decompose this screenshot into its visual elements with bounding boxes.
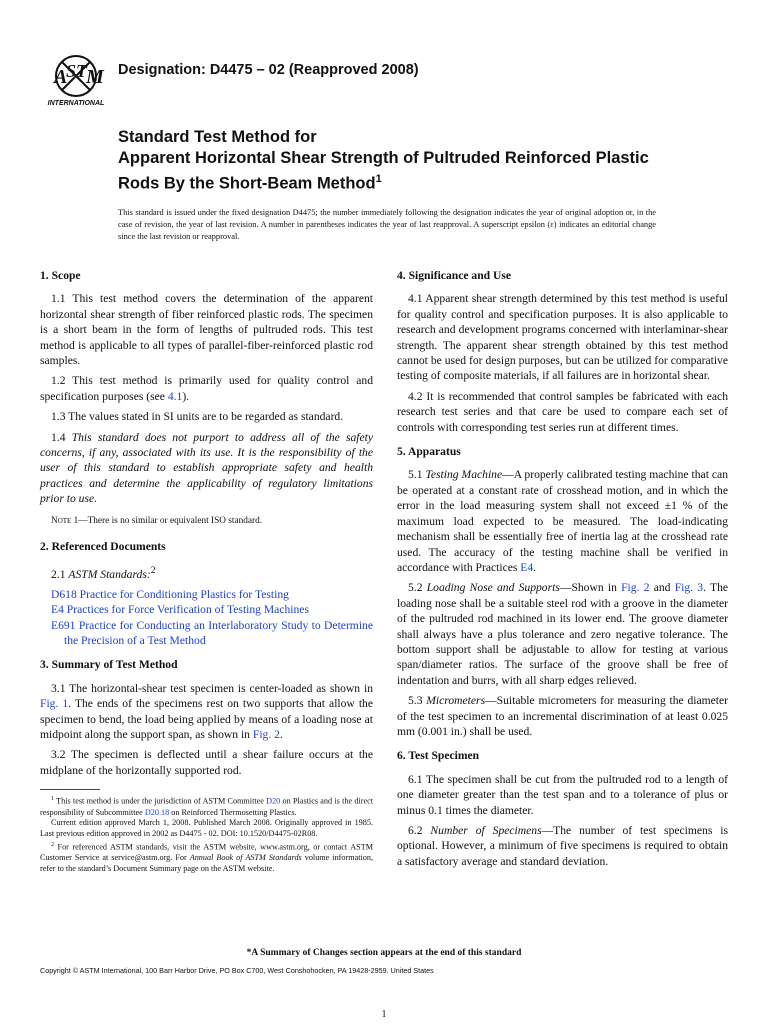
ref-4-1-link[interactable]: 4.1 bbox=[167, 389, 183, 403]
ref-item-d618[interactable]: D618 Practice for Conditioning Plastics for Testing bbox=[51, 587, 289, 601]
copyright: Copyright © ASTM International, 100 Barr Harbor Drive, PO Box C700, West Conshohocken, PA 19428-2959. United States bbox=[40, 966, 434, 975]
left-column bbox=[40, 268, 373, 783]
ref-item-e691[interactable]: E691 Practice for Conducting an Interlaboratory Study to Determine the Precision of a Test Method bbox=[51, 618, 373, 647]
para-2-1: 2.1 ASTM Standards:$^2$ bbox=[51, 564, 156, 581]
fig-2-link[interactable]: Fig. 2 bbox=[252, 728, 280, 742]
section-4-heading: 4. Significance and Use bbox=[397, 269, 512, 282]
svg-text:A: A bbox=[54, 66, 68, 88]
logo-subtext: INTERNATIONAL bbox=[47, 100, 105, 107]
d20-18-link[interactable]: D20.18 bbox=[144, 807, 170, 817]
para-6-1: 6.1 The specimen shall be cut from the pultruded rod to a length of one diameter greater than the test span and to a tolerance of plus or minus 0.1 times the diameter. bbox=[397, 772, 728, 817]
page-number: 1 bbox=[381, 1009, 387, 1020]
para-4-1: 4.1 Apparent shear strength determined by this test method is useful for quality control and specification purposes. It is also applicable to research and development programs concerned with interlaminar-shear strength. The apparent shear strength obtained by this test method cannot be used for design purposes, but can be utilized for comparative testing of composite materials, if all failures are in horizontal shear. bbox=[397, 292, 728, 383]
designation: Designation: D4475 – 02 (Reapproved 2008) bbox=[118, 62, 419, 78]
footnote-divider bbox=[40, 789, 100, 790]
section-6-heading: 6. Test Specimen bbox=[397, 749, 480, 763]
para-1-3: 1.3 The values stated in SI units are to be regarded as standard. bbox=[51, 410, 344, 424]
footnote-1: $^1$ This test method is under the jurisdiction of ASTM Committee D20 on Plastics and is the direct responsibility of Subcommittee D20.18 on Reinforced Thermosetting Plastics. bbox=[40, 796, 373, 817]
para-5-2: 5.2 Loading Nose and Supports—Shown in Fig. 2 and Fig. 3. The loading nose shall be a suitable steel rod with a groove in the diameter of the pultruded rod machined in its lower end. The groove diameter shall always have a plus tolerance and zero negative tolerance. The bottom support shall be adjustable to allow for testing at various span/diameter ratios. The surface of the groove shall be free of indentation and burrs, with all sharp edges relieved. bbox=[397, 581, 729, 687]
para-5-3: 5.3 Micrometers—Suitable micrometers for measuring the diameter of the test specimen to an incremental discrimination of at least 0.025 mm (0.001 in.) shall be used. bbox=[397, 694, 729, 738]
title-footnote-mark: 1 bbox=[375, 173, 382, 185]
note-1: Note 1—There is no similar or equivalent ISO standard. bbox=[51, 515, 263, 526]
para-1-4: 1.4 This standard does not purport to address all of the safety concerns, if any, associated with its use. It is the responsibility of the user of this standard to establish appropriate safety and health practices and determine the applicability of regulatory limitations prior to use. bbox=[40, 430, 373, 506]
svg-text:M: M bbox=[86, 66, 104, 88]
para-3-2: 3.2 The specimen is deflected until a shear failure occurs at the midplane of the horizontally supported rod. bbox=[40, 748, 373, 777]
svg-text:T: T bbox=[76, 61, 87, 81]
title-line1: Standard Test Method for bbox=[118, 128, 317, 146]
section-3-heading: 3. Summary of Test Method bbox=[40, 658, 178, 672]
para-5-1: 5.1 Testing Machine—A properly calibrated testing machine that can be operated at a constant rate of crosshead motion, and in which the error in the load measuring system shall not exceed ±1 % of the maximum load expected to be measured. The load-indicating mechanism shall be essentially free of inertia lag at the crosshead rate used. The accuracy of the testing machine shall be verified in accordance with Practices E4. bbox=[397, 468, 728, 574]
ref-item-e4[interactable]: E4 Practices for Force Verification of Testing Machines bbox=[51, 603, 309, 617]
section-1-heading: 1. Scope bbox=[40, 269, 81, 282]
e4-link[interactable]: E4 bbox=[520, 560, 534, 574]
summary-of-changes-note: *A Summary of Changes section appears at the end of this standard bbox=[246, 948, 522, 958]
right-column bbox=[397, 268, 728, 874]
para-1-1: 1.1 This test method covers the determination of the apparent horizontal shear strength of fiber reinforced plastic rods. The specimen is a short beam in the form of lengths of pultruded rods. This test method is applicable to all types of parallel-fiber-reinforced plastic rod samples. bbox=[40, 292, 373, 368]
para-1-2: 1.2 This test method is primarily used for quality control and specification purposes (see 4.1). bbox=[40, 374, 373, 403]
fig-3-link[interactable]: Fig. 3 bbox=[674, 581, 704, 595]
astm-logo bbox=[40, 52, 112, 108]
para-6-2: 6.2 Number of Specimens—The number of test specimens is optional. However, a minimum of five specimens is required to obtain a satisfactory average and standard deviation. bbox=[397, 824, 729, 868]
footnote-1-edition: Current edition approved March 1, 2008. Published March 2008. Originally approved in 1985. Last previous edition approved in 2002 as D4475 - 02. DOI: 10.1520/D4475-02R08. bbox=[40, 818, 373, 839]
svg-text:S: S bbox=[66, 61, 77, 81]
section-5-heading: 5. Apparatus bbox=[397, 445, 461, 459]
title-main-text: Apparent Horizontal Shear Strength of Pultruded Reinforced Plastic Rods By the Short-Beam Method bbox=[118, 149, 649, 193]
title-main bbox=[118, 148, 678, 195]
para-4-2: 4.2 It is recommended that control samples be fabricated with each research test series and that care be used to compare each set of controls with corresponding test series run at different times. bbox=[397, 389, 728, 434]
preface: This standard is issued under the fixed designation D4475; the number immediately following the designation indicates the year of original adoption or, in the case of revision, the year of last revision. A number in parentheses indicates the year of last reapproval. A superscript epsilon (ε) indicates an editorial change since the last revision or reapproval. bbox=[118, 208, 656, 241]
footnotes bbox=[40, 794, 373, 875]
fig-2-link-b[interactable]: Fig. 2 bbox=[621, 581, 650, 595]
section-2-heading: 2. Referenced Documents bbox=[40, 540, 166, 554]
d20-link[interactable]: D20 bbox=[266, 796, 281, 806]
footnote-2: $^2$ For referenced ASTM standards, visit the ASTM website, www.astm.org, or contact ASTM Customer Service at service@astm.org. For Annual Book of ASTM Standards volume information, refer to the standard’s Document Summary page on the ASTM website. bbox=[40, 841, 374, 874]
para-3-1: 3.1 The horizontal-shear test specimen is center-loaded as shown in Fig. 1. The ends of the specimens rest on two supports that allow the specimen to bend, the load being applied by means of a loading nose at midpoint along the support span, as shown in Fig. 2. bbox=[40, 681, 374, 742]
fig-1-link[interactable]: Fig. 1 bbox=[40, 697, 69, 711]
